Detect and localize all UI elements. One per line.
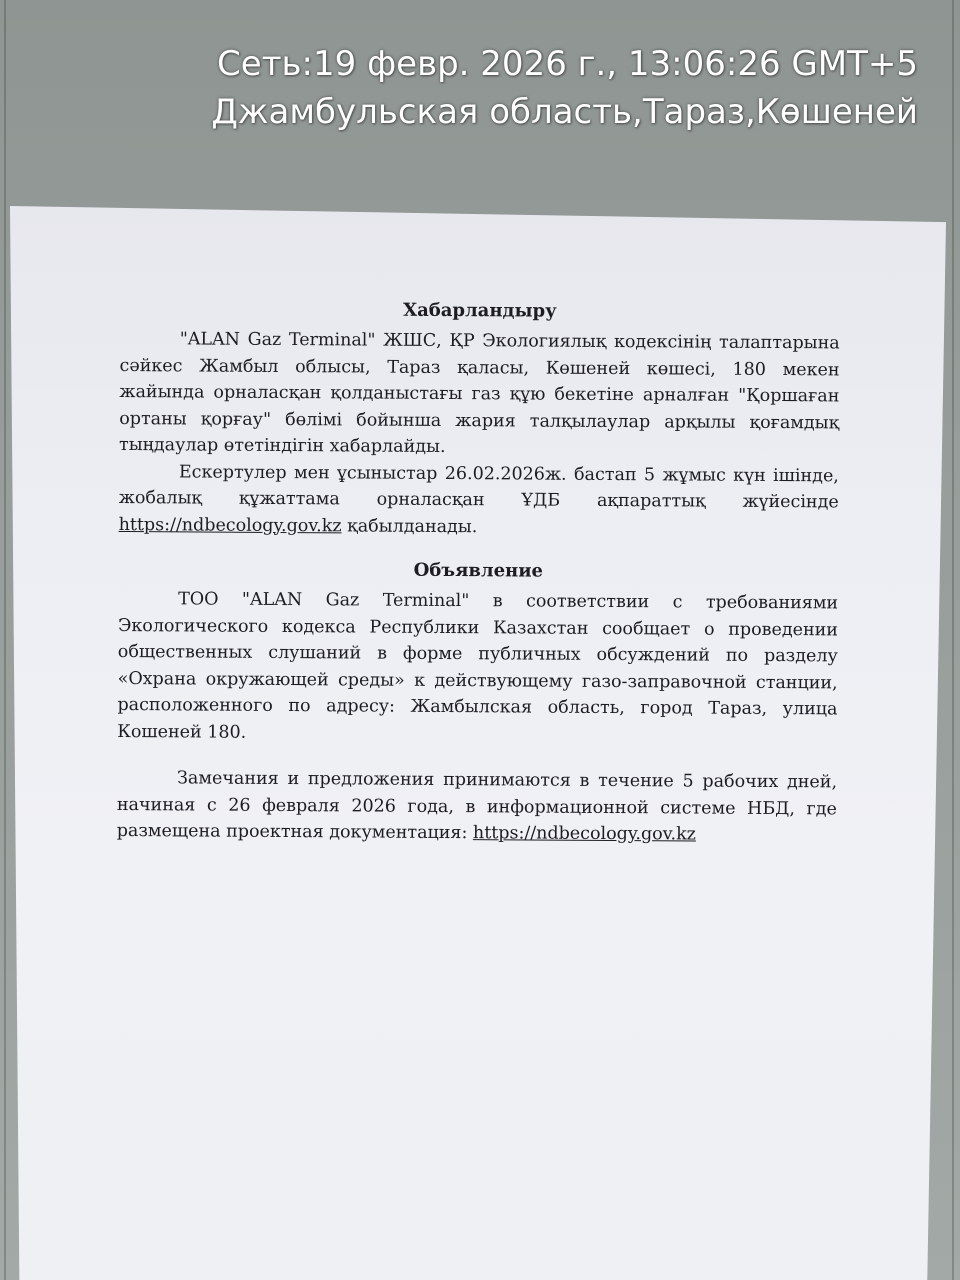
ru-notice-title: Объявление bbox=[413, 559, 544, 582]
wall-seam-left bbox=[4, 0, 6, 1280]
ru-notice-link: https://ndbecology.gov.kz bbox=[472, 823, 697, 845]
kz-notice-link: https://ndbecology.gov.kz bbox=[118, 514, 342, 536]
ru-notice-paragraph-2-text: Замечания и предложения принимаются в течение 5 рабочих дней, начиная с 26 февраля 2026 года, в информационной системе НБД, где размещена проектная документация: bbox=[116, 768, 838, 844]
ru-notice-paragraph-2 bbox=[117, 765, 837, 849]
kz-notice-paragraph-2 bbox=[119, 458, 839, 542]
location-line: Джамбульская область,Тараз,Көшеней bbox=[211, 92, 918, 132]
wall-seam-right bbox=[952, 0, 954, 1280]
timestamp-line: Сеть:19 февр. 2026 г., 13:06:26 GMT+5 bbox=[217, 44, 918, 84]
kz-notice-paragraph-2-text: Ескертулер мен ұсыныстар 26.02.2026ж. бастап 5 жұмыс күн ішінде, жобалық құжаттама орналасқан ҰДБ ақпараттық жүйесінде bbox=[118, 461, 839, 513]
notice-document bbox=[117, 296, 840, 849]
kz-notice-paragraph-1: "ALAN Gaz Terminal" ЖШС, ҚР Экологиялық кодексінің талаптарына сәйкес Жамбыл облысы, Тараз қаласы, Көшеней көшесі, 180 мекен жайында орналасқан қолданыстағы газ құю бекетіне арналған "Қоршаған ортаны қорғау" бөлімі бойынша жария талқылаулар арқылы қоғамдық тыңдаулар өтетіндігін хабарлайды. bbox=[119, 329, 840, 457]
kz-notice-title: Хабарландыру bbox=[403, 299, 557, 322]
kz-notice-paragraph-2-end: қабылданады. bbox=[341, 515, 478, 537]
photo-timestamp-overlay bbox=[211, 40, 918, 136]
ru-notice-paragraph-1: ТОО "ALAN Gaz Terminal" в соответствии с требованиями Экологического кодекса Республики Казахстан сообщает о проведении общественных слушаний в форме публичных обсуждений по разделу «Охрана окружающей среды» к действующему газо-заправочной станции, расположенного по адресу: Жамбылская область, город Тараз, улица Кошеней 180. bbox=[117, 589, 839, 743]
